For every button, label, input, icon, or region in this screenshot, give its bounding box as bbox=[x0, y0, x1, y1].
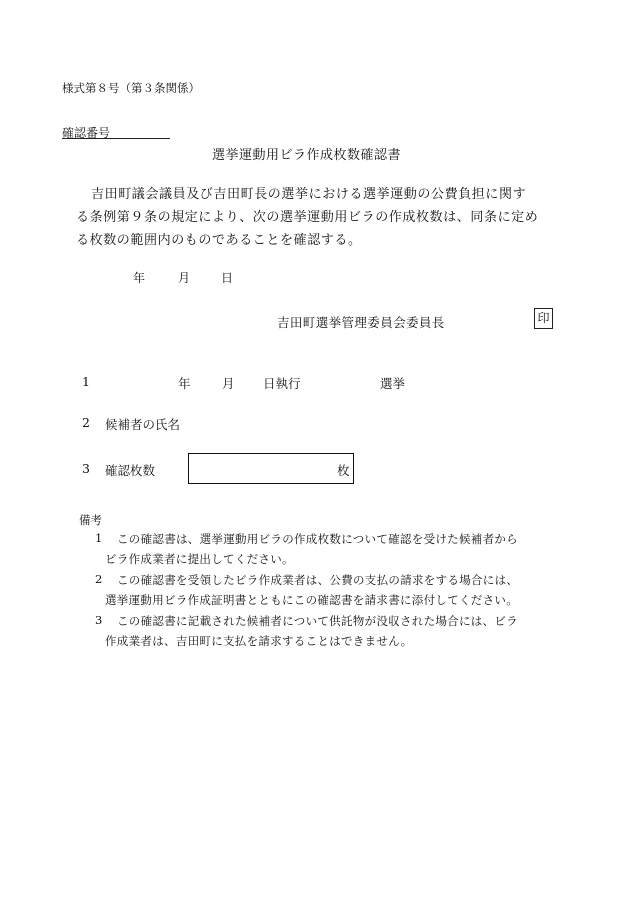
remarks-title: 備考 bbox=[79, 513, 102, 527]
item-3-number: 3 bbox=[82, 461, 90, 476]
item-1-election: 選挙 bbox=[380, 376, 406, 391]
item-1-year: 年 bbox=[178, 376, 191, 391]
item-1-number: 1 bbox=[82, 374, 90, 389]
item-2-label: 候補者の氏名 bbox=[105, 417, 181, 432]
official-title: 吉田町選挙管理委員会委員長 bbox=[277, 315, 445, 330]
item-3-label: 確認枚数 bbox=[105, 463, 156, 478]
document-title: 選挙運動用ビラ作成枚数確認書 bbox=[212, 148, 402, 163]
note-3-line-2: 作成業者は、吉田町に支払を請求することはできません。 bbox=[105, 634, 413, 648]
note-2-line-1: この確認書を受領したビラ作成業者は、公費の支払の請求をする場合には、 bbox=[117, 573, 519, 587]
body-text-line-3: る枚数の範囲内のものであることを確認する。 bbox=[76, 233, 362, 248]
item-1-month: 月 bbox=[222, 376, 235, 391]
seal-box: 印 bbox=[534, 308, 553, 329]
confirm-number-label: 確認番号 bbox=[62, 126, 111, 140]
item-1-day-exec: 日執行 bbox=[263, 376, 301, 391]
date-year: 年 bbox=[133, 271, 146, 285]
note-3-line-1: この確認書に記載された候補者について供託物が没収された場合には、ビラ bbox=[117, 614, 518, 628]
note-2-line-2: 選挙運動用ビラ作成証明書とともにこの確認書を請求書に添付してください。 bbox=[105, 593, 518, 607]
note-1-number: 1 bbox=[95, 531, 103, 545]
confirm-number-underline bbox=[62, 138, 170, 139]
confirmed-count-box bbox=[188, 453, 354, 484]
note-1-line-2: ビラ作成業者に提出してください。 bbox=[105, 552, 294, 566]
body-text-line-1: 吉田町議会議員及び吉田町長の選挙における選挙運動の公費負担に関す bbox=[91, 187, 527, 202]
note-2-number: 2 bbox=[95, 572, 103, 586]
count-unit: 枚 bbox=[337, 463, 350, 478]
form-number: 様式第８号（第３条関係） bbox=[62, 81, 200, 95]
note-3-number: 3 bbox=[95, 613, 103, 627]
date-month: 月 bbox=[178, 271, 191, 285]
note-1-line-1: この確認書は、選挙運動用ビラの作成枚数について確認を受けた候補者から bbox=[117, 532, 518, 546]
date-day: 日 bbox=[221, 271, 234, 285]
body-text-line-2: る条例第９条の規定により、次の選挙運動用ビラの作成枚数は、同条に定め bbox=[76, 210, 539, 225]
item-2-number: 2 bbox=[82, 415, 90, 430]
